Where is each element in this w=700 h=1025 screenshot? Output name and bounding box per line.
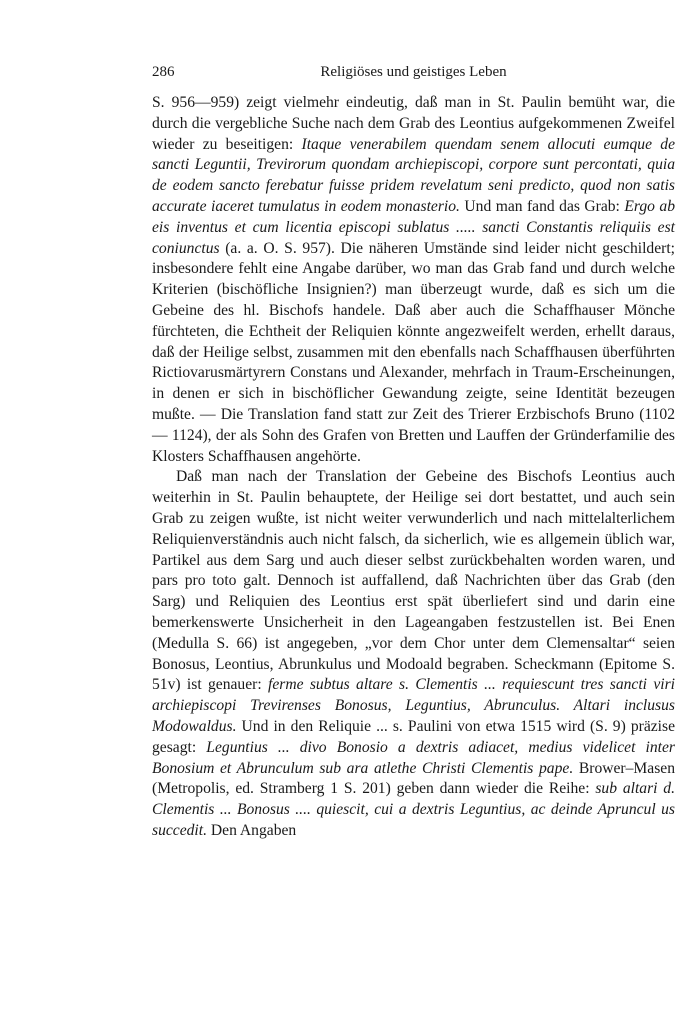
text-run: (a. a. O. S. 957). Die näheren Umstände sind leider nicht geschildert; insbesondere fehlt eine Angabe darüber, wo man das Grab fand und durch welche Kriterien (bischöfliche Insignien?) man überzeugt wurde, daß es sich um die Gebeine des hl. Bischofs handele. Daß aber auch die Schaffhauser Mönche fürchteten, die Echtheit der Reliquien könnte angezweifelt werden, erhellt daraus, daß der Heilige selbst, zusammen mit den ebenfalls nach Schaffhausen überführten Rictiovarusmärtyrern Constans und Alexander, mehrfach in Traum-Erscheinungen, in denen er sich in bischöflicher Gewandung zeigte, seine Identität bezeugen mußte. — Die Translation fand statt zur Zeit des Trierer Erzbischofs Bruno (1102 — 1124), der als Sohn des Grafen von Bretten und Lauffen der Gründerfamilie des Klosters Schaffhausen angehörte. (152, 239, 675, 465)
paragraph (152, 467, 675, 841)
italic-run: Leguntius ... divo Bonosio a dextris adiacet, medius videlicet inter Bonosium et Abrunculum sub ara atlethe Christi Clementis pape. (152, 738, 675, 777)
italic-run: Ergo ab eis inventus et cum licentia episcopi sublatus ..... sancti Constantis reliquiis est coniunctus (152, 197, 675, 257)
text-run: S. 956—959) zeigt vielmehr eindeutig, daß man in St. Paulin bemüht war, die durch die vergebliche Suche nach dem Grab des Leontius aufgekommenen Zweifel wieder zu beseitigen: (152, 94, 675, 153)
text-run: Den Angaben (207, 821, 297, 839)
text-run: Und man fand das Grab: (459, 197, 625, 215)
running-head: Religiöses und geistiges Leben (320, 64, 507, 80)
italic-run: sub altari d. Clementis ... Bonosus .... quiescit, cui a dextris Leguntius, ac deinde Apruncul us succedit. (152, 780, 675, 839)
text-run: Daß man nach der Translation der Gebeine des Bischofs Leontius auch weiterhin in St. Paulin behauptete, der Heilige sei dort bestattet, und auch sein Grab zu zeigen wußte, ist nicht weiter verwunderlich und nach mittelalterlichem Reliquienverständnis auch nicht falsch, da sicherlich, wie es allgemein üblich war, Partikel aus dem Sarg und auch dieser selbst zurückbehalten worden waren, und pars pro toto galt. Dennoch ist auffallend, daß Nachrichten über das Grab (den Sarg) und Reliquien des Leontius erst spät überliefert sind und darin eine bemerkenswerte Unsicherheit in den Lageangaben festzustellen ist. Bei Enen (Medulla S. 66) ist angegeben, „vor dem Chor unter dem Clemensaltar“ seien Bonosus, Leontius, Abrunkulus und Modoald begraben. Scheckmann (Epitome S. 51v) ist genauer: (152, 468, 675, 694)
text-run: Brower–Masen (Metropolis, ed. Stramberg 1 S. 201) geben dann wieder die Reihe: (152, 759, 675, 798)
italic-run: ferme subtus altare s. Clementis ... requiescunt tres sancti viri archiepiscopi Trevirenses Bonosus, Leguntius, Abrunculus. Altari inclusus Modowaldus. (152, 676, 675, 735)
paragraph (152, 93, 675, 467)
italic-run: Itaque venerabilem quendam senem allocuti eumque de sancti Leguntii, Trevirorum quondam archiepiscopi, corpore sunt percontati, quia de eodem sancto ferebatur fuisse pridem revelatum seni predicto, quod non satis accurate iaceret tumulatus in eodem monasterio. (152, 135, 675, 215)
page-number: 286 (152, 64, 175, 80)
text-run: Und in den Reliquie ... s. Paulini von etwa 1515 wird (S. 9) präzise gesagt: (152, 717, 675, 756)
body-text (152, 93, 675, 842)
